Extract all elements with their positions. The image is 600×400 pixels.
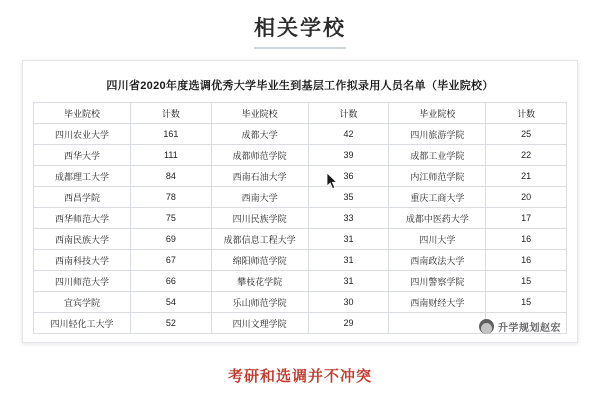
cell-school: 四川旅游学院 <box>389 124 486 145</box>
cell-count: 16 <box>486 250 567 271</box>
cell-count: 33 <box>308 208 389 229</box>
cell-school: 四川师范大学 <box>34 271 131 292</box>
cell-school: 乐山师范学院 <box>211 292 308 313</box>
cell-count: 31 <box>308 229 389 250</box>
cell-count: 29 <box>308 313 389 334</box>
cell-count: 39 <box>308 145 389 166</box>
cell-school: 四川农业大学 <box>34 124 131 145</box>
cell-school: 成都中医药大学 <box>389 208 486 229</box>
table-row <box>34 187 567 208</box>
cell-school: 四川民族学院 <box>211 208 308 229</box>
cell-count: 15 <box>486 271 567 292</box>
table-row <box>34 250 567 271</box>
table-row <box>34 124 567 145</box>
cell-count: 21 <box>486 166 567 187</box>
cell-school: 四川文理学院 <box>211 313 308 334</box>
column-header-school-2: 毕业院校 <box>211 103 308 124</box>
cell-count: 22 <box>486 145 567 166</box>
cell-count: 75 <box>131 208 212 229</box>
cell-count: 78 <box>131 187 212 208</box>
table-row <box>34 166 567 187</box>
cell-count: 15 <box>486 292 567 313</box>
cell-count: 84 <box>131 166 212 187</box>
cell-count: 31 <box>308 271 389 292</box>
column-header-school-1: 毕业院校 <box>34 103 131 124</box>
table-head <box>34 103 567 124</box>
cell-count: 161 <box>131 124 212 145</box>
cell-count: 36 <box>308 166 389 187</box>
cell-count: 17 <box>486 208 567 229</box>
title-underline <box>254 47 346 49</box>
cell-school: 四川轻化工大学 <box>34 313 131 334</box>
cell-count: 20 <box>486 187 567 208</box>
table-body <box>34 124 567 334</box>
cell-school: 宜宾学院 <box>34 292 131 313</box>
cell-count: 25 <box>486 124 567 145</box>
watermark <box>479 319 561 334</box>
cell-school: 成都理工大学 <box>34 166 131 187</box>
watermark-label: 升学规划赵宏 <box>498 323 561 334</box>
cell-school: 成都师范学院 <box>211 145 308 166</box>
cell-school: 西南政法大学 <box>389 250 486 271</box>
cell-count: 35 <box>308 187 389 208</box>
cell-count: 30 <box>308 292 389 313</box>
cell-school: 西南大学 <box>211 187 308 208</box>
cell-count: 67 <box>131 250 212 271</box>
column-header-count-3: 计数 <box>486 103 567 124</box>
cell-school: 内江师范学院 <box>389 166 486 187</box>
schools-table <box>33 102 567 334</box>
cell-school: 西南石油大学 <box>211 166 308 187</box>
table-row <box>34 271 567 292</box>
column-header-count-1: 计数 <box>131 103 212 124</box>
table-header-row <box>34 103 567 124</box>
cell-school: 成都大学 <box>211 124 308 145</box>
table-card <box>22 60 578 343</box>
cell-school: 成都工业学院 <box>389 145 486 166</box>
cell-school: 西南财经大学 <box>389 292 486 313</box>
table-row <box>34 292 567 313</box>
cell-count: 111 <box>131 145 212 166</box>
cell-count: 54 <box>131 292 212 313</box>
cell-school: 重庆工商大学 <box>389 187 486 208</box>
cell-count: 16 <box>486 229 567 250</box>
cell-school: 西昌学院 <box>34 187 131 208</box>
cell-school: 四川警察学院 <box>389 271 486 292</box>
cell-school: 西华师范大学 <box>34 208 131 229</box>
table-row <box>34 208 567 229</box>
cell-school <box>389 313 486 334</box>
cell-school: 攀枝花学院 <box>211 271 308 292</box>
cell-school: 四川大学 <box>389 229 486 250</box>
cell-count: 42 <box>308 124 389 145</box>
cell-count: 69 <box>131 229 212 250</box>
column-header-school-3: 毕业院校 <box>389 103 486 124</box>
cell-school: 绵阳师范学院 <box>211 250 308 271</box>
column-header-count-2: 计数 <box>308 103 389 124</box>
cell-school: 西南民族大学 <box>34 229 131 250</box>
cell-count: 66 <box>131 271 212 292</box>
cell-school: 成都信息工程大学 <box>211 229 308 250</box>
table-row <box>34 145 567 166</box>
footer-caption: 考研和选调并不冲突 <box>227 368 372 385</box>
cell-school: 西南科技大学 <box>34 250 131 271</box>
table-row <box>34 229 567 250</box>
cell-count: 31 <box>308 250 389 271</box>
cell-school: 西华大学 <box>34 145 131 166</box>
page-title: 相关学校 <box>254 17 346 40</box>
cell-count: 52 <box>131 313 212 334</box>
table-caption: 四川省2020年度选调优秀大学毕业生到基层工作拟录用人员名单（毕业院校） <box>106 80 494 92</box>
avatar-icon <box>479 319 494 334</box>
